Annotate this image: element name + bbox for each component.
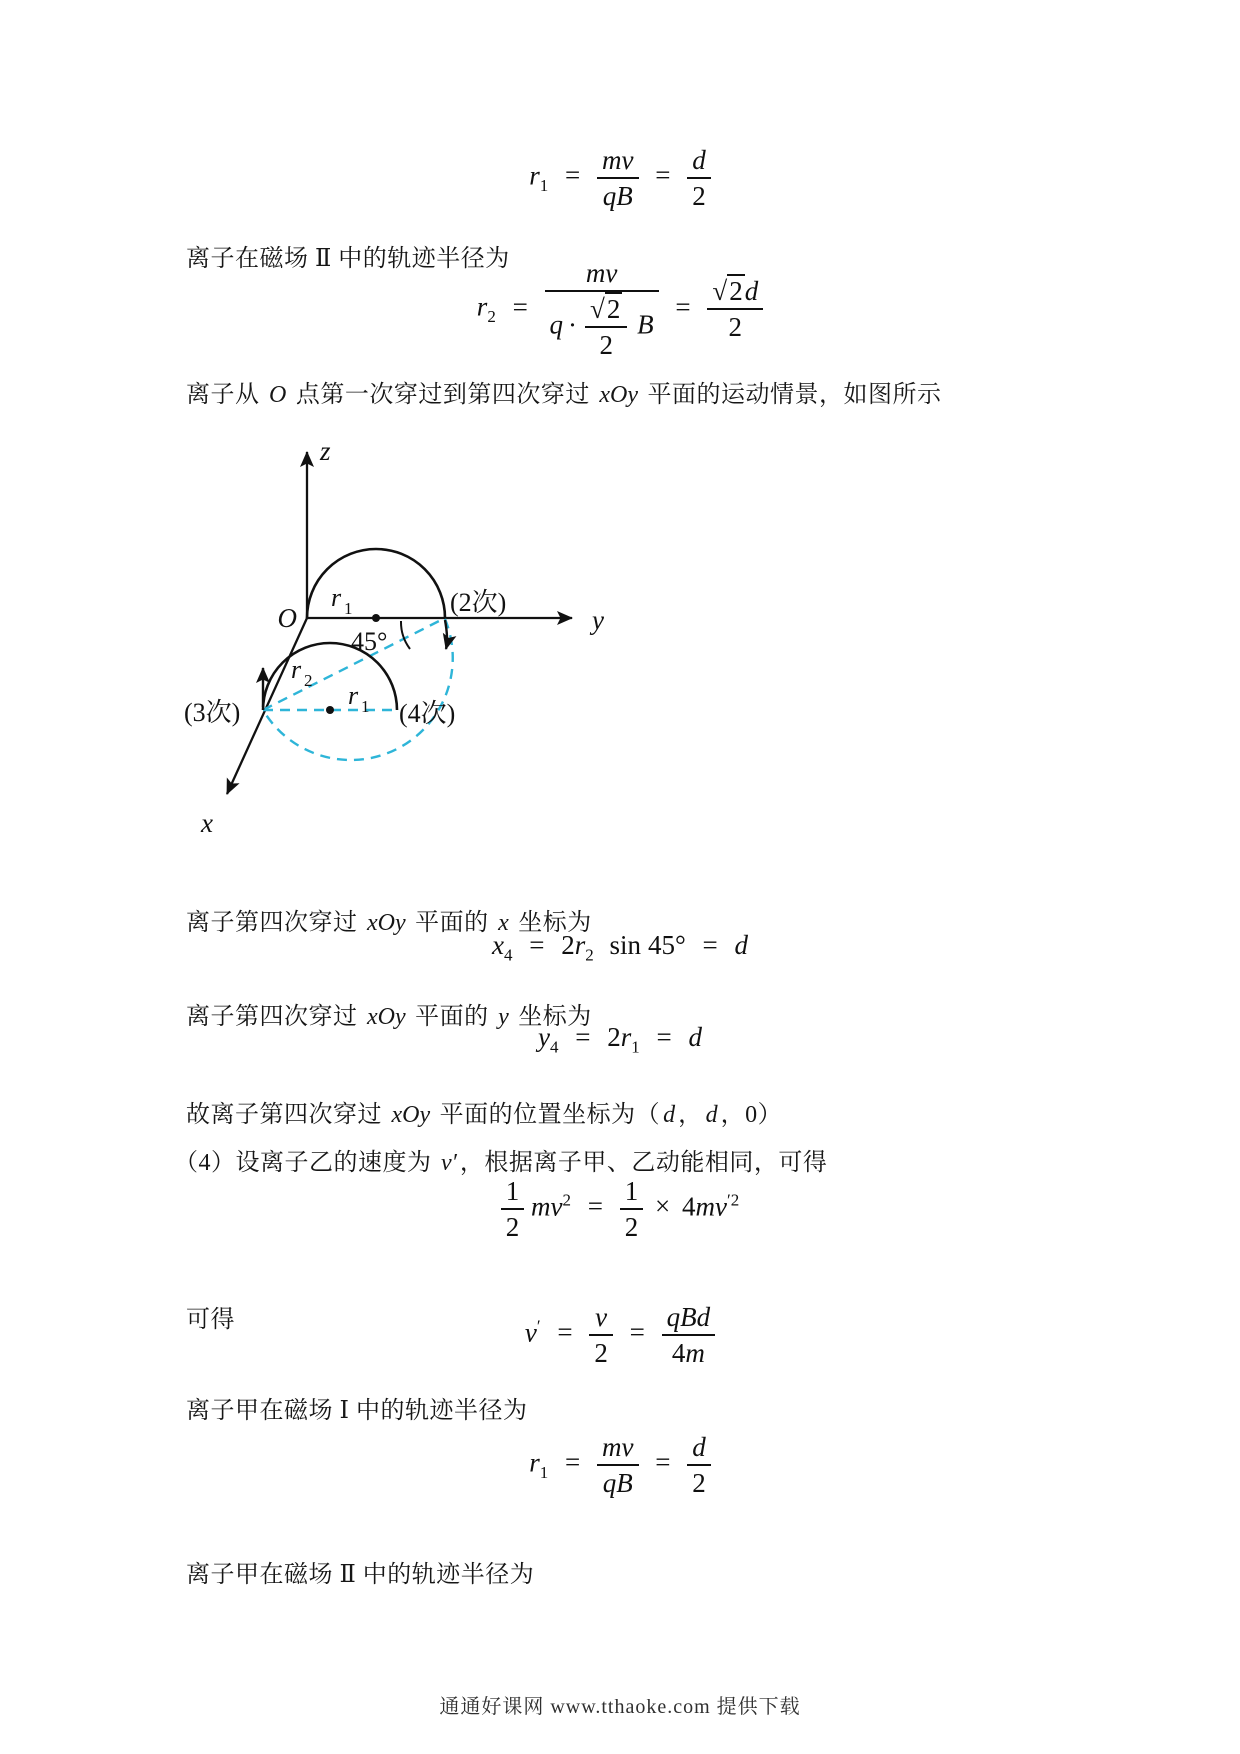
math-sup: ′2 bbox=[726, 1190, 740, 1210]
formula-kinetic-energy bbox=[0, 1176, 1240, 1242]
math-sub: 1 bbox=[631, 1037, 640, 1057]
lower-circle-center-dot bbox=[326, 706, 334, 714]
angle-arc bbox=[401, 621, 410, 649]
nested-fraction bbox=[585, 294, 627, 360]
fraction bbox=[707, 276, 763, 342]
frac-denominator: 2 bbox=[620, 1208, 644, 1242]
frac-numerator: mv bbox=[602, 1432, 634, 1462]
upper-circle-center-dot bbox=[372, 614, 380, 622]
math-var: xOy bbox=[599, 382, 638, 408]
math-var: r bbox=[574, 930, 586, 960]
math-var: B bbox=[637, 309, 654, 340]
sqrt-radicand: 2 bbox=[606, 294, 621, 325]
equals-sign: = bbox=[587, 1191, 604, 1222]
math-var: O bbox=[269, 382, 287, 408]
frac-numerator: d bbox=[692, 145, 706, 175]
text-segment: 平面的 bbox=[408, 910, 496, 936]
math-var: r bbox=[529, 160, 540, 191]
equals-sign: = bbox=[656, 1022, 672, 1052]
math-num: 4 bbox=[671, 1338, 686, 1369]
equals-sign: = bbox=[529, 930, 545, 960]
math-sub: 4 bbox=[550, 1037, 559, 1057]
y-axis-label: y bbox=[592, 605, 604, 635]
upper-semicircle-r1 bbox=[307, 549, 445, 618]
frac-denominator bbox=[662, 1334, 716, 1368]
text-segment: （4）设离子乙的速度为 bbox=[174, 1150, 438, 1176]
frac-denominator: qB bbox=[602, 1468, 633, 1499]
crossing-4-label: (4次) bbox=[399, 699, 456, 728]
math-sub: 4 bbox=[503, 945, 513, 965]
angle-45-label: 45° bbox=[351, 627, 388, 656]
equals-sign: = bbox=[575, 1022, 591, 1052]
math-num: 4 bbox=[682, 1191, 696, 1222]
text-segment: ， bbox=[678, 1102, 703, 1128]
text-line-position bbox=[186, 1100, 782, 1130]
fraction bbox=[687, 145, 711, 211]
frac-numerator: d bbox=[692, 1432, 706, 1462]
fraction bbox=[597, 1432, 638, 1498]
equals-sign: = bbox=[702, 930, 718, 960]
formula-v-prime bbox=[0, 1302, 1240, 1368]
frac-numerator: v bbox=[595, 1302, 608, 1332]
equals-sign: = bbox=[565, 160, 581, 191]
x-axis-label: x bbox=[201, 808, 213, 838]
text-segment: 坐标为 bbox=[511, 910, 592, 936]
text-line-figure-intro bbox=[186, 380, 941, 410]
math-var: d bbox=[705, 1102, 718, 1128]
equals-sign: = bbox=[675, 291, 691, 322]
text-segment: 离子甲在磁场 Ⅱ 中的轨迹半径为 bbox=[186, 1562, 535, 1588]
math-sub: 1 bbox=[539, 175, 549, 195]
math-var: xOy bbox=[367, 910, 406, 936]
r1-lower-sub: 1 bbox=[361, 697, 370, 716]
text-segment: 故离子第四次穿过 bbox=[186, 1102, 389, 1128]
frac-numerator: mv bbox=[602, 145, 634, 175]
math-var: xOy bbox=[367, 1004, 406, 1030]
fraction bbox=[597, 145, 638, 211]
equals-sign: = bbox=[629, 1317, 645, 1348]
math-var: d bbox=[744, 276, 759, 307]
angle-value: 45° bbox=[647, 930, 686, 960]
frac-numerator: 1 bbox=[624, 1176, 639, 1206]
dot-operator: · bbox=[568, 309, 578, 340]
math-var: x bbox=[498, 910, 509, 936]
fraction bbox=[687, 1432, 711, 1498]
sin-function: sin bbox=[609, 930, 641, 960]
fraction bbox=[501, 1176, 525, 1242]
equals-sign: = bbox=[655, 1447, 671, 1478]
math-sub: 2 bbox=[487, 306, 496, 326]
fraction bbox=[662, 1302, 716, 1368]
down-direction-arrow bbox=[445, 620, 447, 649]
text-segment: 离子在磁场 Ⅱ 中的轨迹半径为 bbox=[186, 246, 510, 272]
frac-denominator: 2 bbox=[707, 308, 763, 342]
text-segment: 点第一次穿过到第四次穿过 bbox=[289, 382, 597, 408]
math-sub: 2 bbox=[585, 945, 594, 965]
r1-lower-label: r bbox=[348, 681, 359, 710]
text-line-ionA-field1 bbox=[186, 1396, 527, 1426]
sqrt-radicand: 2 bbox=[729, 276, 743, 307]
origin-label: O bbox=[277, 603, 297, 633]
math-num: 2 bbox=[561, 930, 575, 960]
equals-sign: = bbox=[512, 291, 528, 322]
math-var: d bbox=[688, 1022, 702, 1052]
frac-denominator bbox=[545, 290, 659, 360]
fraction bbox=[620, 1176, 644, 1242]
equals-sign: = bbox=[655, 160, 671, 191]
math-var: r bbox=[620, 1022, 632, 1052]
text-segment: 离子从 bbox=[186, 382, 266, 408]
formula-r1-repeat bbox=[0, 1432, 1240, 1498]
text-line-ionA-field2 bbox=[186, 1560, 534, 1590]
math-num: 2 bbox=[607, 1022, 621, 1052]
r2-sub: 2 bbox=[304, 671, 313, 690]
math-var: v′ bbox=[441, 1150, 457, 1176]
times-sign: × bbox=[655, 1191, 671, 1222]
frac-denominator: 2 bbox=[687, 1464, 711, 1498]
frac-denominator: 2 bbox=[687, 177, 711, 211]
text-segment: 坐标为 bbox=[511, 1004, 592, 1030]
math-var: m bbox=[685, 1338, 705, 1369]
math-var: d bbox=[663, 1102, 676, 1128]
math-var: mv bbox=[531, 1191, 563, 1222]
r1-upper-sub: 1 bbox=[344, 599, 353, 618]
frac-denominator: 2 bbox=[585, 326, 627, 360]
footer-text: 通通好课网 www.tthaoke.com 提供下载 bbox=[439, 1696, 801, 1718]
text-segment: ，0） bbox=[720, 1102, 783, 1128]
frac-denominator: 2 bbox=[589, 1334, 613, 1368]
fraction bbox=[545, 258, 659, 361]
frac-numerator: 1 bbox=[505, 1176, 520, 1206]
text-segment: 平面的运动情景，如图所示 bbox=[640, 382, 942, 408]
math-sup: 2 bbox=[562, 1190, 572, 1210]
prime-mark: ′ bbox=[536, 1316, 541, 1336]
math-sub: 1 bbox=[539, 1462, 549, 1482]
math-var: v bbox=[524, 1317, 537, 1348]
text-segment: 平面的 bbox=[408, 1004, 496, 1030]
formula-r1-field1 bbox=[0, 145, 1240, 211]
equals-sign: = bbox=[557, 1317, 573, 1348]
text-segment: 可得 bbox=[186, 1307, 235, 1333]
text-segment: 离子第四次穿过 bbox=[186, 1004, 364, 1030]
formula-r2-field2 bbox=[0, 258, 1240, 361]
text-segment: 离子甲在磁场 Ⅰ 中的轨迹半径为 bbox=[186, 1398, 528, 1424]
math-var: y bbox=[498, 1004, 509, 1030]
math-var: xOy bbox=[391, 1102, 431, 1128]
text-segment: 离子第四次穿过 bbox=[186, 910, 364, 936]
math-var: y bbox=[538, 1022, 550, 1052]
r2-label: r bbox=[291, 655, 302, 684]
footer-watermark bbox=[0, 1690, 1240, 1719]
frac-denominator: qB bbox=[602, 181, 633, 212]
text-segment: ，根据离子甲、乙动能相同，可得 bbox=[459, 1150, 828, 1176]
math-var: q bbox=[549, 309, 564, 340]
math-var: r bbox=[529, 1447, 540, 1478]
math-var: mv bbox=[695, 1191, 727, 1222]
sqrt-sign: √ bbox=[590, 294, 605, 325]
math-var: x bbox=[491, 930, 504, 960]
fraction bbox=[589, 1302, 613, 1368]
formula-x4 bbox=[0, 930, 1240, 965]
formula-y4 bbox=[0, 1022, 1240, 1057]
math-var: d bbox=[734, 930, 749, 960]
crossing-3-label: (3次) bbox=[184, 698, 241, 727]
z-axis-label: z bbox=[320, 436, 331, 466]
sqrt-sign: √ bbox=[712, 276, 728, 307]
frac-numerator: mv bbox=[585, 258, 618, 288]
text-segment: 平面的位置坐标为（ bbox=[433, 1102, 661, 1128]
r1-upper-label: r bbox=[331, 583, 342, 612]
text-line-part4 bbox=[174, 1148, 827, 1178]
crossing-2-label: (2次) bbox=[450, 588, 507, 617]
equals-sign: = bbox=[565, 1447, 581, 1478]
frac-denominator: 2 bbox=[501, 1208, 525, 1242]
trajectory-diagram bbox=[150, 430, 650, 865]
frac-numerator: qBd bbox=[666, 1302, 711, 1332]
math-var: r bbox=[476, 291, 488, 322]
